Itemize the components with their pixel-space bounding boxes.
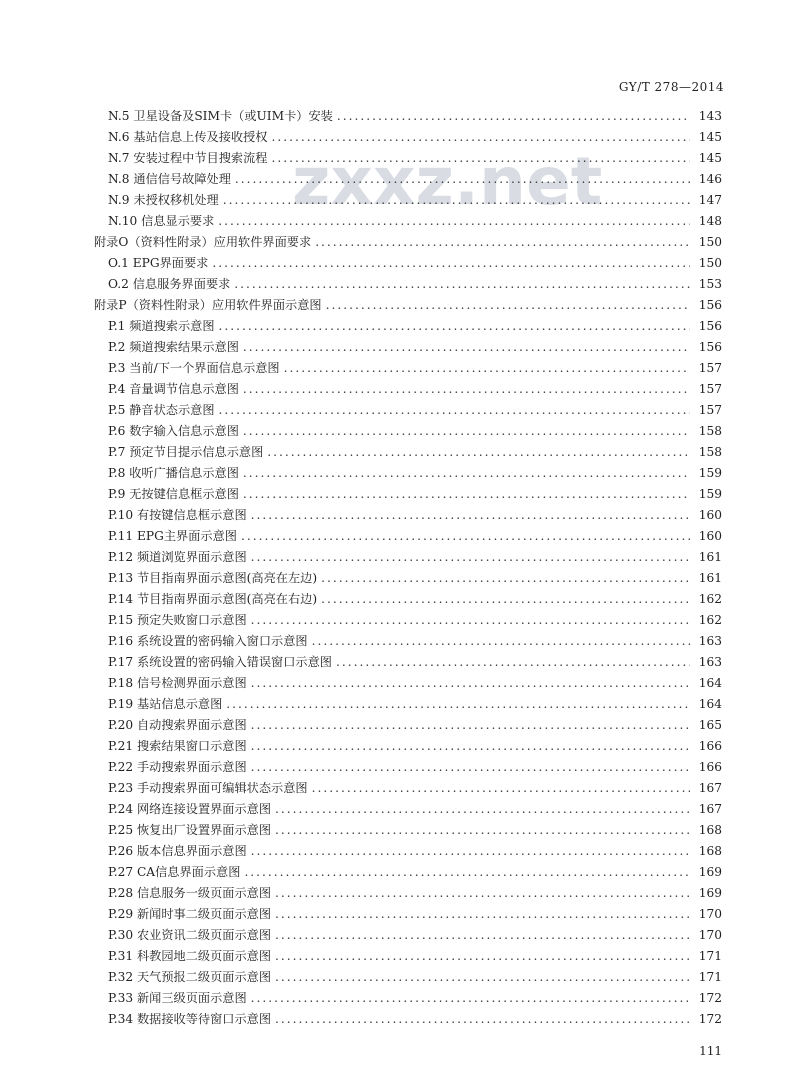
toc-entry-page: 169 [698, 886, 722, 900]
toc-entry-title: P.26 版本信息界面示意图 [108, 844, 247, 858]
toc-entry[interactable] [94, 358, 722, 379]
toc-entry-page: 159 [698, 466, 722, 480]
toc-entry-title: 附录P（资料性附录）应用软件界面示意图 [94, 298, 322, 312]
toc-entry-title: 附录O（资料性附录）应用软件界面要求 [94, 235, 312, 249]
toc-entry-page: 167 [698, 802, 722, 816]
toc-leader-dots [244, 862, 690, 883]
toc-entry-page: 150 [698, 235, 722, 249]
toc-leader-dots [267, 442, 690, 463]
toc-entry-page: 163 [698, 634, 722, 648]
toc-entry-page: 157 [698, 403, 722, 417]
toc-entry-page: 143 [698, 109, 722, 123]
toc-entry[interactable] [94, 778, 722, 799]
toc-entry-page: 161 [698, 550, 722, 564]
toc-entry[interactable] [94, 568, 722, 589]
toc-appendix-entry[interactable] [94, 295, 722, 316]
toc-entry-page: 161 [698, 571, 722, 585]
toc-leader-dots [321, 568, 690, 589]
toc-entry-page: 163 [698, 655, 722, 669]
toc-entry[interactable] [94, 694, 722, 715]
toc-entry-page: 148 [698, 214, 722, 228]
toc-appendix-entry[interactable] [94, 232, 722, 253]
toc-entry[interactable] [94, 862, 722, 883]
toc-leader-dots [275, 925, 690, 946]
toc-entry-page: 159 [698, 487, 722, 501]
toc-leader-dots [251, 988, 690, 1009]
toc-entry-title: P.25 恢复出厂设置界面示意图 [108, 823, 272, 837]
table-of-contents [94, 106, 722, 1030]
toc-leader-dots [271, 127, 690, 148]
toc-entry-title: P.33 新闻三级页面示意图 [108, 991, 247, 1005]
toc-leader-dots [243, 379, 690, 400]
toc-entry[interactable] [94, 253, 722, 274]
toc-leader-dots [251, 841, 690, 862]
toc-entry-title: P.23 手动搜索界面可编辑状态示意图 [108, 781, 308, 795]
toc-entry[interactable] [94, 106, 722, 127]
toc-entry-title: P.17 系统设置的密码输入错误窗口示意图 [108, 655, 332, 669]
toc-leader-dots [284, 358, 690, 379]
toc-entry[interactable] [94, 169, 722, 190]
toc-entry-page: 170 [698, 928, 722, 942]
toc-entry-page: 145 [698, 151, 722, 165]
toc-entry-page: 158 [698, 424, 722, 438]
page-number: 111 [699, 1044, 722, 1058]
toc-leader-dots [212, 253, 690, 274]
toc-leader-dots [315, 232, 690, 253]
toc-leader-dots [251, 673, 690, 694]
toc-entry-page: 164 [698, 676, 722, 690]
toc-entry-page: 160 [698, 529, 722, 543]
toc-leader-dots [321, 589, 690, 610]
toc-entry-title: P.29 新闻时事二级页面示意图 [108, 907, 272, 921]
toc-entry-title: P.22 手动搜索界面示意图 [108, 760, 247, 774]
toc-entry-title: P.9 无按键信息框示意图 [108, 487, 239, 501]
toc-entry-page: 164 [698, 697, 722, 711]
toc-entry[interactable] [94, 904, 722, 925]
toc-entry[interactable] [94, 484, 722, 505]
toc-entry-page: 170 [698, 907, 722, 921]
toc-entry-page: 172 [698, 1012, 722, 1026]
toc-entry-page: 153 [698, 277, 722, 291]
toc-entry[interactable] [94, 1009, 722, 1030]
toc-leader-dots [251, 547, 690, 568]
toc-entry-title: N.5 卫星设备及SIM卡（或UIM卡）安装 [108, 109, 333, 123]
document-code: GY/T 278—2014 [618, 80, 724, 94]
toc-entry-title: P.4 音量调节信息示意图 [108, 382, 239, 396]
toc-entry[interactable] [94, 946, 722, 967]
toc-leader-dots [219, 400, 690, 421]
toc-entry[interactable] [94, 610, 722, 631]
toc-entry[interactable] [94, 379, 722, 400]
toc-entry-title: P.5 静音状态示意图 [108, 403, 215, 417]
toc-entry[interactable] [94, 526, 722, 547]
toc-entry-title: O.2 信息服务界面要求 [108, 277, 231, 291]
toc-entry-title: P.24 网络连接设置界面示意图 [108, 802, 272, 816]
toc-entry-title: P.34 数据接收等待窗口示意图 [108, 1012, 272, 1026]
toc-entry-title: N.8 通信信号故障处理 [108, 172, 231, 186]
toc-leader-dots [275, 967, 690, 988]
toc-entry-page: 168 [698, 823, 722, 837]
toc-entry-page: 162 [698, 592, 722, 606]
toc-entry-page: 166 [698, 739, 722, 753]
toc-entry-page: 172 [698, 991, 722, 1005]
toc-entry[interactable] [94, 757, 722, 778]
toc-leader-dots [243, 484, 690, 505]
toc-entry-title: P.18 信号检测界面示意图 [108, 676, 247, 690]
toc-entry[interactable] [94, 820, 722, 841]
toc-entry-title: P.19 基站信息示意图 [108, 697, 223, 711]
toc-entry[interactable] [94, 988, 722, 1009]
toc-leader-dots [275, 799, 690, 820]
toc-leader-dots [243, 463, 690, 484]
toc-entry-page: 156 [698, 340, 722, 354]
toc-entry[interactable] [94, 505, 722, 526]
toc-entry[interactable] [94, 967, 722, 988]
toc-leader-dots [312, 631, 690, 652]
toc-entry[interactable] [94, 715, 722, 736]
toc-entry-page: 162 [698, 613, 722, 627]
toc-entry[interactable] [94, 883, 722, 904]
toc-leader-dots [235, 169, 690, 190]
toc-leader-dots [219, 316, 690, 337]
toc-entry-page: 171 [698, 970, 722, 984]
toc-leader-dots [251, 505, 690, 526]
toc-entry-page: 160 [698, 508, 722, 522]
toc-leader-dots [234, 274, 690, 295]
toc-entry[interactable] [94, 421, 722, 442]
toc-leader-dots [275, 820, 690, 841]
toc-entry[interactable] [94, 400, 722, 421]
toc-entry-title: P.21 搜索结果窗口示意图 [108, 739, 247, 753]
toc-entry-title: P.11 EPG主界面示意图 [108, 529, 237, 543]
toc-entry[interactable] [94, 925, 722, 946]
toc-leader-dots [243, 421, 690, 442]
toc-entry[interactable] [94, 190, 722, 211]
toc-leader-dots [251, 610, 690, 631]
toc-entry-page: 145 [698, 130, 722, 144]
toc-entry[interactable] [94, 127, 722, 148]
toc-leader-dots [275, 1009, 690, 1030]
toc-entry-title: P.14 节目指南界面示意图(高亮在右边) [108, 592, 318, 606]
toc-entry-title: P.10 有按键信息框示意图 [108, 508, 247, 522]
toc-entry-page: 156 [698, 319, 722, 333]
toc-entry-title: P.31 科教园地二级页面示意图 [108, 949, 272, 963]
toc-entry-page: 147 [698, 193, 722, 207]
toc-entry-page: 157 [698, 361, 722, 375]
toc-entry-title: P.28 信息服务一级页面示意图 [108, 886, 272, 900]
toc-entry[interactable] [94, 274, 722, 295]
toc-entry-title: O.1 EPG界面要求 [108, 256, 209, 270]
toc-entry[interactable] [94, 547, 722, 568]
toc-entry-title: P.3 当前/下一个界面信息示意图 [108, 361, 280, 375]
toc-entry-page: 156 [698, 298, 722, 312]
toc-entry-page: 171 [698, 949, 722, 963]
toc-entry[interactable] [94, 673, 722, 694]
toc-entry[interactable] [94, 316, 722, 337]
toc-leader-dots [271, 148, 690, 169]
toc-leader-dots [226, 694, 690, 715]
toc-entry-title: P.12 频道浏览界面示意图 [108, 550, 247, 564]
toc-leader-dots [326, 295, 690, 316]
toc-entry-page: 167 [698, 781, 722, 795]
toc-entry-title: P.32 天气预报二级页面示意图 [108, 970, 272, 984]
toc-entry-title: N.7 安装过程中节目搜索流程 [108, 151, 268, 165]
toc-leader-dots [251, 757, 690, 778]
toc-entry[interactable] [94, 589, 722, 610]
toc-entry-title: P.1 频道搜索示意图 [108, 319, 215, 333]
toc-entry-title: P.15 预定失败窗口示意图 [108, 613, 247, 627]
toc-entry-title: P.20 自动搜索界面示意图 [108, 718, 247, 732]
toc-entry-title: P.2 频道搜索结果示意图 [108, 340, 239, 354]
toc-entry-page: 166 [698, 760, 722, 774]
toc-entry-title: N.9 未授权移机处理 [108, 193, 219, 207]
toc-leader-dots [336, 652, 690, 673]
toc-leader-dots [337, 106, 690, 127]
toc-entry-title: N.6 基站信息上传及接收授权 [108, 130, 268, 144]
toc-leader-dots [251, 736, 690, 757]
toc-leader-dots [223, 190, 690, 211]
toc-leader-dots [241, 526, 690, 547]
toc-entry[interactable] [94, 631, 722, 652]
toc-leader-dots [218, 211, 690, 232]
toc-entry[interactable] [94, 652, 722, 673]
watermark-text: zxxz.net [292, 143, 603, 220]
toc-leader-dots [312, 778, 690, 799]
toc-leader-dots [275, 883, 690, 904]
toc-leader-dots [275, 946, 690, 967]
toc-entry-page: 150 [698, 256, 722, 270]
toc-entry[interactable] [94, 736, 722, 757]
toc-entry[interactable] [94, 463, 722, 484]
toc-entry[interactable] [94, 337, 722, 358]
toc-entry-title: P.7 预定节目提示信息示意图 [108, 445, 264, 459]
toc-entry-page: 168 [698, 844, 722, 858]
toc-entry-title: N.10 信息显示要求 [108, 214, 215, 228]
toc-entry[interactable] [94, 211, 722, 232]
toc-entry-title: P.8 收听广播信息示意图 [108, 466, 239, 480]
toc-entry[interactable] [94, 799, 722, 820]
toc-entry-title: P.6 数字输入信息示意图 [108, 424, 239, 438]
toc-entry-page: 169 [698, 865, 722, 879]
toc-entry-page: 158 [698, 445, 722, 459]
toc-leader-dots [275, 904, 690, 925]
toc-entry[interactable] [94, 841, 722, 862]
toc-entry-title: P.16 系统设置的密码输入窗口示意图 [108, 634, 308, 648]
toc-entry-title: P.30 农业资讯二级页面示意图 [108, 928, 272, 942]
toc-entry[interactable] [94, 442, 722, 463]
toc-entry-title: P.27 CA信息界面示意图 [108, 865, 241, 879]
toc-entry[interactable] [94, 148, 722, 169]
toc-entry-title: P.13 节目指南界面示意图(高亮在左边) [108, 571, 318, 585]
toc-leader-dots [251, 715, 690, 736]
toc-entry-page: 165 [698, 718, 722, 732]
toc-entry-page: 146 [698, 172, 722, 186]
toc-leader-dots [243, 337, 690, 358]
toc-entry-page: 157 [698, 382, 722, 396]
